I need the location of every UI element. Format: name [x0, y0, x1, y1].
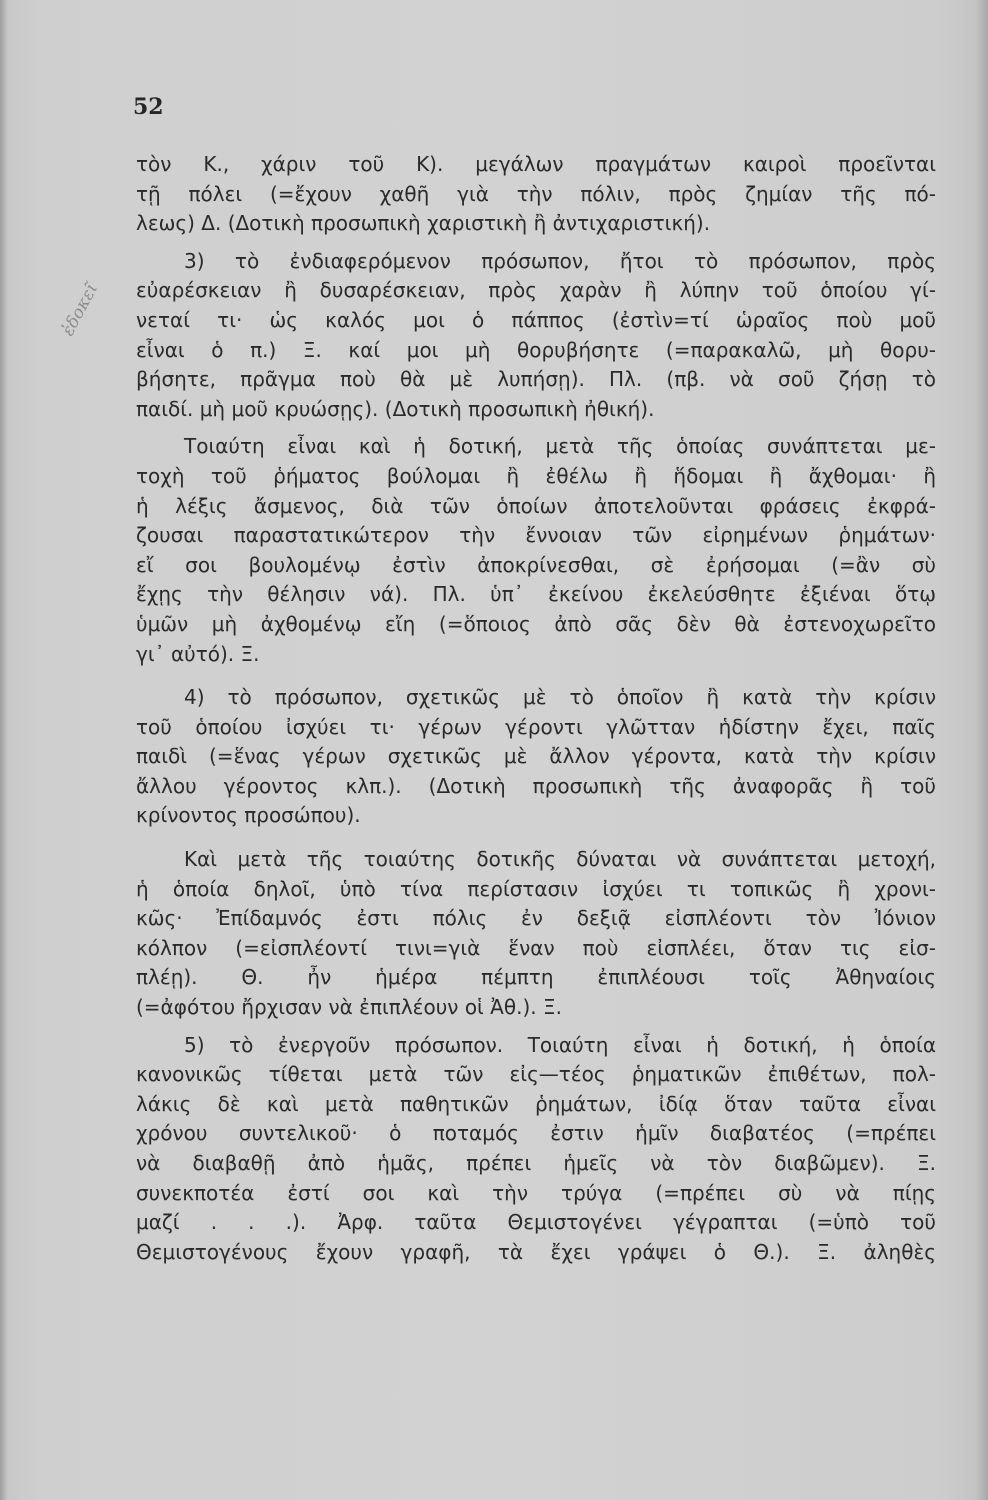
text-line: νεταί τι· ὡς καλός μοι ὁ πάππος (ἐστὶν=τί ὡραῖος ποὺ μοῦ — [136, 307, 936, 332]
text-line: Καὶ μετὰ τῆς τοιαύτης δοτικῆς δύναται νὰ συνάπτεται μετοχή, — [184, 847, 936, 872]
text-line: Θεμιστογένους ἔχουν γραφῆ, τὰ ἔχει γράψει ὁ Θ.). Ξ. ἀληθὲς — [136, 1239, 936, 1264]
text-line: ἡ ὁποία δηλοῖ, ὑπὸ τίνα περίστασιν ἰσχύει τι τοπικῶς ἢ χρονι- — [136, 876, 936, 901]
text-line: ἄλλου γέροντος κλπ.). (Δοτικὴ προσωπικὴ τῆς ἀναφορᾶς ἢ τοῦ — [136, 773, 936, 798]
text-line: λάκις δὲ καὶ μετὰ παθητικῶν ῥημάτων, ἰδίᾳ ὅταν ταῦτα εἶναι — [136, 1091, 936, 1116]
text-line: χρόνου συντελικοῦ· ὁ ποταμός ἐστιν ἡμῖν διαβατέος (=πρέπει — [136, 1121, 936, 1146]
text-line: 4) τὸ πρόσωπον, σχετικῶς μὲ τὸ ὁποῖον ἢ κατὰ τὴν κρίσιν — [184, 685, 936, 710]
text-line: εἶναι ὁ π.) Ξ. καί μοι μὴ θορυβήσητε (=παρακαλῶ, μὴ θορυ- — [136, 337, 936, 362]
text-line: κόλπον (=εἰσπλέοντί τινι=γιὰ ἕναν ποὺ εἰσπλέει, ὅταν τις εἰσ- — [136, 935, 936, 960]
text-line: κανονικῶς τίθεται μετὰ τῶν εἰς—τέος ῥηματικῶν ἐπιθέτων, πολ- — [136, 1062, 936, 1087]
paragraph-circumstantial-participle — [136, 845, 936, 1023]
text-line: τοῦ ὁποίου ἰσχύει τι· γέρων γέροντι γλῶτταν ἡδίστην ἔχει, παῖς — [136, 714, 936, 739]
text-line: κρίνοντος προσώπου). — [136, 803, 361, 828]
text-line: τὸν Κ., χάριν τοῦ Κ). μεγάλων πραγμάτων καιροὶ προεῖνται — [136, 152, 936, 176]
text-line: τῇ πόλει (=ἔχουν χαθῆ γιὰ τὴν πόλιν, πρὸς ζημίαν τῆς πό- — [136, 181, 936, 206]
text-line: τοχὴ τοῦ ῥήματος βούλομαι ἢ ἐθέλω ἢ ἥδομαι ἢ ἄχθομαι· ἢ — [136, 463, 936, 488]
text-line: βήσητε, πρᾶγμα ποὺ θὰ μὲ λυπήσῃ). Πλ. (πβ. νὰ σοῦ ζήσῃ τὸ — [136, 367, 936, 392]
body-text — [136, 150, 936, 1267]
text-line: νὰ διαβαθῇ ἀπὸ ἡμᾶς, πρέπει ἡμεῖς νὰ τὸν διαβῶμεν). Ξ. — [136, 1151, 936, 1175]
text-line: πλέῃ). Θ. ἦν ἡμέρα πέμπτη ἐπιπλέουσι τοῖς Ἀθηναίοις — [136, 965, 936, 990]
text-line: 3) τὸ ἐνδιαφερόμενον πρόσωπον, ἤτοι τὸ πρόσωπον, πρὸς — [184, 248, 936, 273]
text-line: (=ἀφότου ἤρχισαν νὰ ἐπιπλέουν οἱ Ἀθ.). Ξ. — [136, 995, 562, 1020]
text-line: ὑμῶν μὴ ἀχθομένῳ εἴη (=ὅποιος ἀπὸ σᾶς δὲν θὰ ἐστενοχωρεῖτο — [136, 611, 936, 636]
text-line: Τοιαύτη εἶναι καὶ ἡ δοτική, μετὰ τῆς ὁποίας συνάπτεται με- — [184, 434, 936, 459]
paragraph-person-of-reference — [136, 683, 936, 831]
text-line: συνεκποτέα ἐστί σοι καὶ τὴν τρύγα (=πρέπει σὺ νὰ πίῃς — [136, 1180, 936, 1205]
paragraph-agent-person — [136, 1031, 936, 1268]
text-line: κῶς· Ἐπίδαμνός ἐστι πόλις ἐν δεξιᾷ εἰσπλέοντι τὸν Ἰόνιον — [136, 906, 936, 931]
text-line: ἡ λέξις ἄσμενος, διὰ τῶν ὁποίων ἀποτελοῦνται φράσεις ἐκφρά- — [136, 493, 936, 518]
page-number: 52 — [133, 94, 164, 120]
text-line: εὐαρέσκειαν ἢ δυσαρέσκειαν, πρὸς χαρὰν ἢ λύπην τοῦ ὁποίου γί- — [136, 278, 936, 303]
text-line: ζουσαι παραστατικώτερον τὴν ἔννοιαν τῶν εἰρημένων ῥημάτων· — [136, 523, 936, 548]
text-line: γι᾽ αὐτό). Ξ. — [136, 641, 260, 666]
text-line: 5) τὸ ἐνεργοῦν πρόσωπον. Τοιαύτη εἶναι ἡ δοτική, ἡ ὁποία — [184, 1032, 936, 1057]
text-line: εἴ σοι βουλομένῳ ἐστὶν ἀποκρίνεσθαι, σὲ ἐρήσομαι (=ἂν σὺ — [136, 552, 936, 577]
paragraph-continuation — [136, 150, 936, 239]
paragraph-interested-person — [136, 247, 936, 425]
text-line: παιδὶ (=ἕνας γέρων σχετικῶς μὲ ἄλλον γέροντα, κατὰ τὴν κρίσιν — [136, 744, 936, 769]
paragraph-dative-with-participle — [136, 432, 936, 669]
text-line: ἔχῃς τὴν θέλησιν νά). Πλ. ὑπ᾽ ἐκείνου ἐκελεύσθητε ἐξιέναι ὅτῳ — [136, 582, 936, 607]
handwritten-margin-note: ἐδοκεῖ — [58, 280, 103, 340]
text-line: λεως) Δ. (Δοτικὴ προσωπικὴ χαριστικὴ ἢ ἀντιχαριστική). — [136, 211, 711, 236]
text-line: παιδί. μὴ μοῦ κρυώσῃς). (Δοτικὴ προσωπικὴ ἠθική). — [136, 396, 655, 421]
text-line: μαζί . . .). Ἀρφ. ταῦτα Θεμιστογένει γέγραπται (=ὑπὸ τοῦ — [136, 1210, 936, 1235]
